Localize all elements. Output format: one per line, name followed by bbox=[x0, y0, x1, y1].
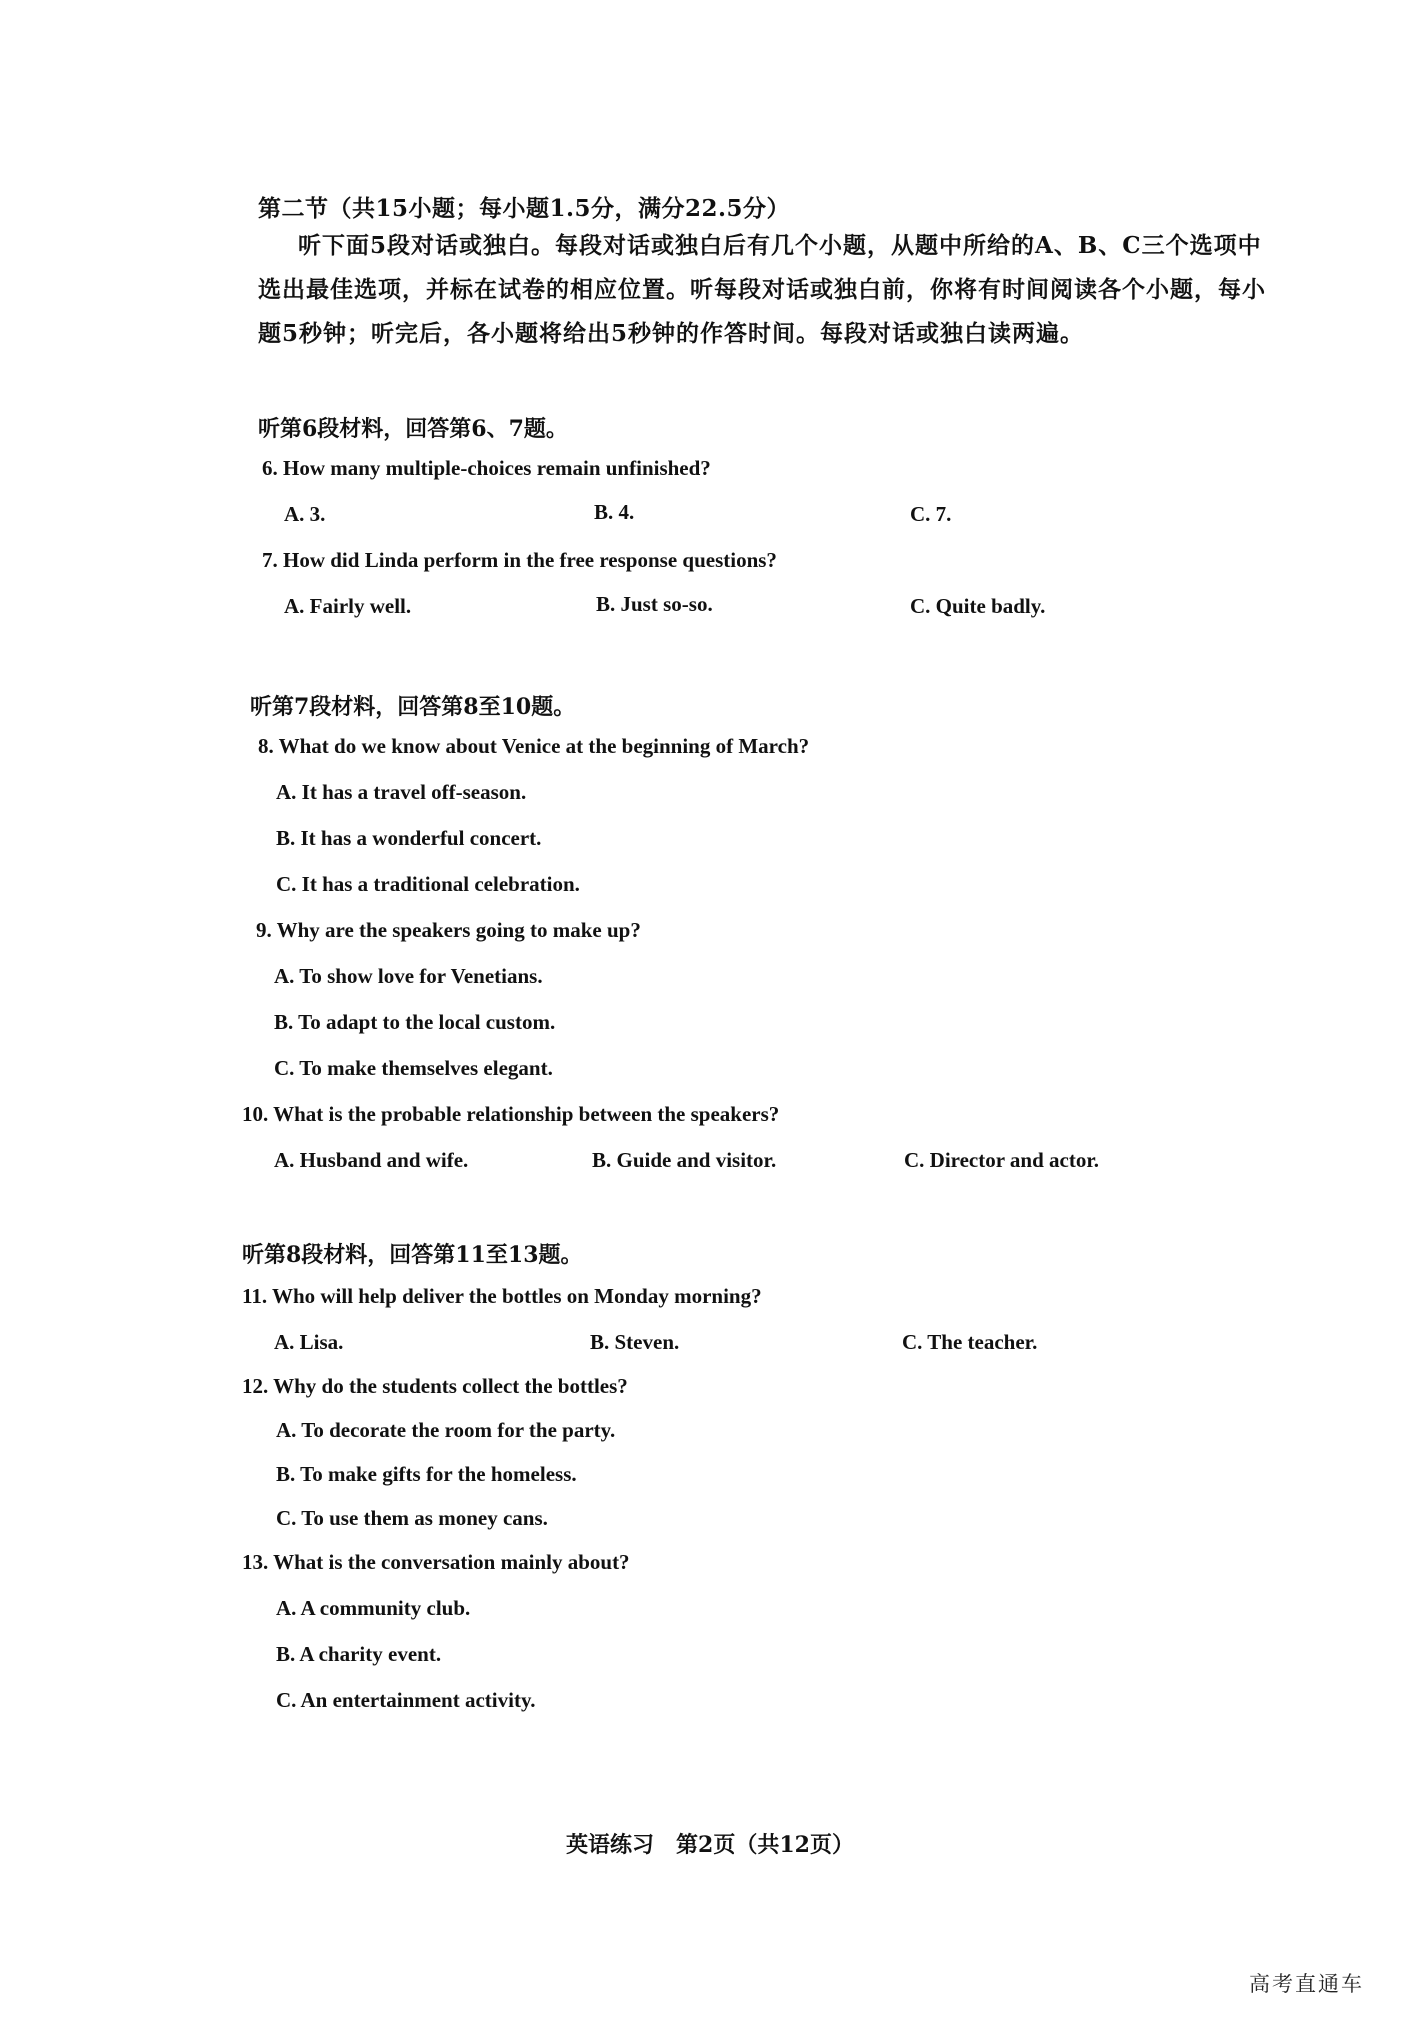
option-9c: C. To make themselves elegant. bbox=[274, 1056, 553, 1080]
option-10c: C. Director and actor. bbox=[904, 1148, 1099, 1172]
option-7b: B. Just so-so. bbox=[596, 592, 713, 616]
question-12: 12. Why do the students collect the bottles? bbox=[242, 1374, 628, 1398]
section-instructions: 听下面5段对话或独白。每段对话或独白后有几个小题，从题中所给的A、B、C三个选项中选出最佳选项，并标在试卷的相应位置。听每段对话或独白前，你将有时间阅读各个小题，每小题5秒钟；听完后，各小题将给出5秒钟的作答时间。每段对话或独白读两遍。 bbox=[258, 232, 1266, 347]
watermark-text: 高考直通车 bbox=[1249, 1972, 1364, 1996]
option-8c: C. It has a traditional celebration. bbox=[276, 872, 580, 896]
group-title-7: 听第7段材料，回答第8至10题。 bbox=[250, 694, 576, 720]
option-13b: B. A charity event. bbox=[276, 1642, 442, 1666]
question-13: 13. What is the conversation mainly about? bbox=[242, 1550, 630, 1574]
option-7a: A. Fairly well. bbox=[284, 594, 412, 618]
option-10b: B. Guide and visitor. bbox=[592, 1148, 777, 1172]
option-10a: A. Husband and wife. bbox=[274, 1148, 469, 1172]
option-6a: A. 3. bbox=[284, 502, 326, 526]
group-title-6: 听第6段材料，回答第6、7题。 bbox=[258, 416, 568, 442]
option-12a: A. To decorate the room for the party. bbox=[276, 1418, 616, 1442]
option-11a: A. Lisa. bbox=[274, 1330, 344, 1354]
question-6: 6. How many multiple-choices remain unfinished? bbox=[262, 456, 711, 480]
question-7: 7. How did Linda perform in the free response questions? bbox=[262, 548, 777, 572]
option-12b: B. To make gifts for the homeless. bbox=[276, 1462, 577, 1486]
option-6b: B. 4. bbox=[594, 500, 635, 524]
option-12c: C. To use them as money cans. bbox=[276, 1506, 548, 1530]
option-6c: C. 7. bbox=[910, 502, 952, 526]
option-8b: B. It has a wonderful concert. bbox=[276, 826, 542, 850]
page-footer: 英语练习 第2页（共12页） bbox=[566, 1832, 854, 1858]
question-8: 8. What do we know about Venice at the beginning of March? bbox=[258, 734, 810, 758]
option-9a: A. To show love for Venetians. bbox=[274, 964, 543, 988]
option-8a: A. It has a travel off-season. bbox=[276, 780, 527, 804]
option-13a: A. A community club. bbox=[276, 1596, 471, 1620]
section-header: 第二节（共15小题；每小题1.5分，满分22.5分） bbox=[258, 195, 791, 222]
group-title-8: 听第8段材料，回答第11至13题。 bbox=[242, 1242, 583, 1268]
option-11b: B. Steven. bbox=[590, 1330, 680, 1354]
option-11c: C. The teacher. bbox=[902, 1330, 1038, 1354]
option-13c: C. An entertainment activity. bbox=[276, 1688, 536, 1712]
option-9b: B. To adapt to the local custom. bbox=[274, 1010, 556, 1034]
question-10: 10. What is the probable relationship between the speakers? bbox=[242, 1102, 780, 1126]
question-9: 9. Why are the speakers going to make up? bbox=[256, 918, 641, 942]
question-11: 11. Who will help deliver the bottles on Monday morning? bbox=[242, 1284, 762, 1308]
option-7c: C. Quite badly. bbox=[910, 594, 1046, 618]
